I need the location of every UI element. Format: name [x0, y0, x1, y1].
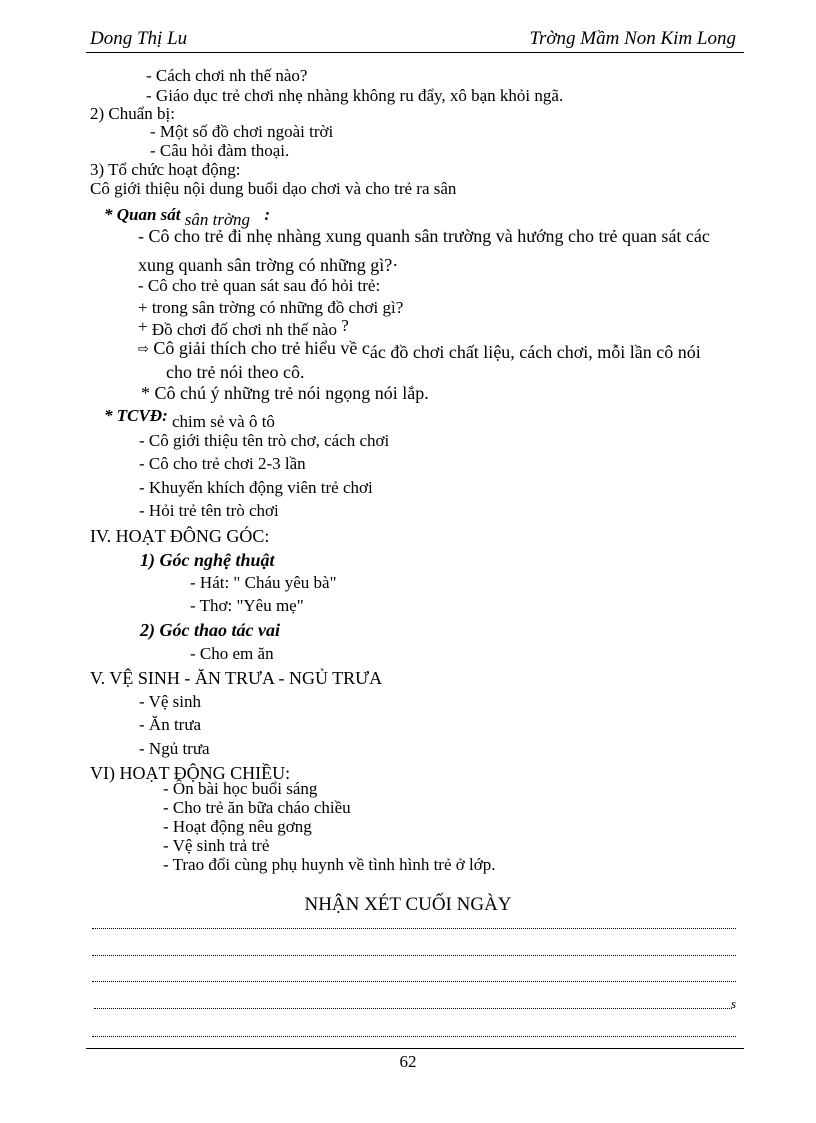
dotted-answer-line [92, 1036, 736, 1037]
question-text: Đồ chơi đố chơi nh thế nào [151, 320, 337, 339]
dotted-answer-line [92, 981, 736, 982]
text-line: + trong sân trờng có những đồ chơi gì? [138, 298, 404, 317]
summary-title: NHẬN XÉT CUỐI NGÀY [304, 894, 512, 915]
text-line: Cô giới thiệu nội dung buổi dạo chơi và cho trẻ ra sân [90, 179, 457, 198]
section-heading [104, 406, 275, 431]
section-heading: IV. HOẠT ĐÔNG GÓC: [90, 526, 270, 546]
heading-subject: sân trờng [184, 210, 251, 229]
text-line: - Giáo dục trẻ chơi nhẹ nhàng không ru đẩy, xô bạn khỏi ngã. [146, 86, 564, 105]
text-line: 3) Tổ chức hoạt động: [90, 160, 241, 179]
text-line: - Ngủ trưa [139, 739, 210, 758]
text-line: - Vệ sinh [139, 692, 202, 711]
text-line: - Ôn bài học buổi sáng [163, 779, 318, 798]
text-line: cho trẻ nói theo cô. [166, 362, 305, 382]
explain-text: Cô giải thích cho trẻ hiểu về c [153, 338, 370, 358]
dotted-answer-line [94, 1008, 732, 1009]
footer-rule [86, 1048, 744, 1049]
text-line: - Cho trẻ ăn bữa cháo chiều [163, 798, 351, 817]
text-line: - Hát: " Cháu yêu bà" [190, 573, 337, 592]
text-line: - Câu hỏi đàm thoại. [150, 141, 290, 160]
text-line: - Ăn trưa [139, 715, 202, 734]
section-heading: VI) HOẠT ĐỘNG CHIỀU: [90, 763, 291, 783]
text-line: - Cô cho trẻ quan sát sau đó hỏi trẻ: [138, 276, 381, 295]
text-line: 2) Chuẩn bị: [90, 104, 175, 123]
page-number: 62 [399, 1052, 417, 1071]
text-line: - Cô cho trẻ đi nhẹ nhàng xung quanh sân trường và hướng cho trẻ quan sát các [138, 226, 710, 246]
heading-colon: : [264, 205, 270, 224]
text-line: - Cô giới thiệu tên trò chơ, cách chơi [139, 431, 390, 450]
text-line: - Cô cho trẻ chơi 2-3 lần [139, 454, 306, 473]
header-school: Trờng Mầm Non Kim Long [529, 28, 736, 49]
text-line: - Thơ: "Yêu mẹ" [190, 596, 304, 615]
text-line: - Vệ sinh trả trẻ [163, 836, 270, 855]
subsection-heading: 2) Góc thao tác vai [140, 620, 280, 640]
heading-label: * TCVĐ: [104, 406, 168, 425]
dotline-mark: s [731, 996, 737, 1011]
text-line: - Cách chơi nh thế nào? [146, 66, 308, 85]
text-line: xung quanh sân trờng có những gì?· [138, 255, 399, 275]
text-line: - Khuyến khích động viên trẻ chơi [139, 478, 373, 497]
dotted-answer-line [92, 928, 736, 929]
text-line: - Hoạt động nêu gơng [163, 817, 312, 836]
plus-mark: + [138, 317, 148, 336]
arrow-icon: ⇨ [138, 342, 149, 357]
text-line: - Cho em ăn [190, 644, 274, 663]
explain-text-continued: ác đồ chơi chất liệu, cách chơi, mỗi lần cô nói [369, 342, 701, 362]
subsection-heading: 1) Góc nghệ thuật [140, 550, 275, 570]
game-name: chim sẻ và ô tô [172, 412, 275, 431]
text-line: - Hỏi trẻ tên trò chơi [139, 501, 279, 520]
heading-label: * Quan sát [104, 205, 181, 224]
header-rule [86, 52, 744, 53]
dotted-answer-line [92, 955, 736, 956]
text-line: * Cô chú ý những trẻ nói ngọng nói lắp. [141, 383, 429, 403]
text-line [138, 316, 349, 340]
section-heading [104, 205, 270, 229]
text-line: - Một số đồ chơi ngoài trời [150, 122, 334, 141]
text-line: - Trao đổi cùng phụ huynh về tình hình trẻ ở lớp. [163, 855, 496, 874]
section-heading: V. VỆ SINH - ĂN TRƯA - NGỦ TRƯA [90, 668, 383, 688]
question-mark: ? [341, 316, 349, 335]
header-author: Dong Thị Lu [90, 28, 188, 49]
